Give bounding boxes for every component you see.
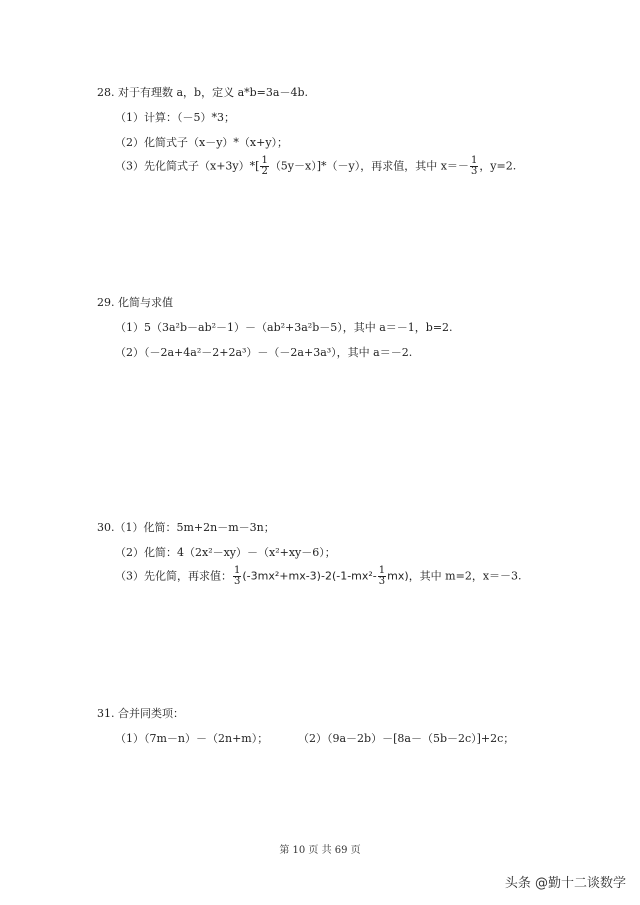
page-footer: 第 10 页 共 69 页 [279, 845, 361, 856]
q28-part2: （2）化简式子（x－y）*（x+y）； [115, 136, 289, 149]
q30-part3-post: ，其中 m=2，x＝－3. [408, 569, 522, 583]
q30-part2: （2）化简：4（2x²－xy）－（x²+xy－6）； [115, 546, 336, 559]
q29-part2: （2）（－2a+4a²－2+2a³）－（－2a+3a³），其中 a＝－2. [115, 346, 413, 359]
q29-part1: （1）5（3a²b－ab²－1）－（ab²+3a²b－5），其中 a＝－1，b=2. [115, 321, 453, 334]
q31-title: 31. 合并同类项： [97, 707, 184, 720]
q30-expression-1: (-3mx²+mx-3)-2(-1-mx²- [242, 569, 377, 583]
q30-part3 [115, 566, 522, 587]
q30-part3-pre: （3）先化简，再求值： [115, 569, 232, 583]
q31-part2: （2）（9a－2b）－[8a－（5b－2c）]+2c； [298, 732, 515, 745]
q29-title: 29. 化简与求值 [97, 296, 173, 309]
q28-part1: （1）计算：（－5）*3； [115, 111, 235, 124]
q28-title: 28. 对于有理数 a，b，定义 a*b=3a－4b. [97, 86, 308, 99]
q31-part1: （1）（7m－n）－（2n+m）； [115, 732, 269, 745]
q30-title: 30.（1）化简：5m+2n－m－3n； [97, 521, 275, 534]
q28-fraction-third: $\frac{1}{3}$ [470, 155, 478, 177]
q30-fraction-third-b: $\frac{1}{3}$ [378, 565, 386, 587]
q28-part3-mid: （5y－x）]*（－y），再求值，其中 x＝－ [269, 159, 469, 173]
q28-fraction-half: $\frac{1}{2}$ [261, 155, 268, 177]
q28-part3-post: ，y=2. [479, 159, 517, 173]
q30-fraction-third-a: $\frac{1}{3}$ [234, 565, 241, 587]
q28-part3-pre: （3）先化简式子（x+3y）*[ [115, 159, 260, 173]
q30-expression-2: mx) [387, 569, 409, 583]
watermark: 头条 @勤十二谈数学 [504, 876, 626, 891]
q28-part3 [115, 156, 516, 177]
